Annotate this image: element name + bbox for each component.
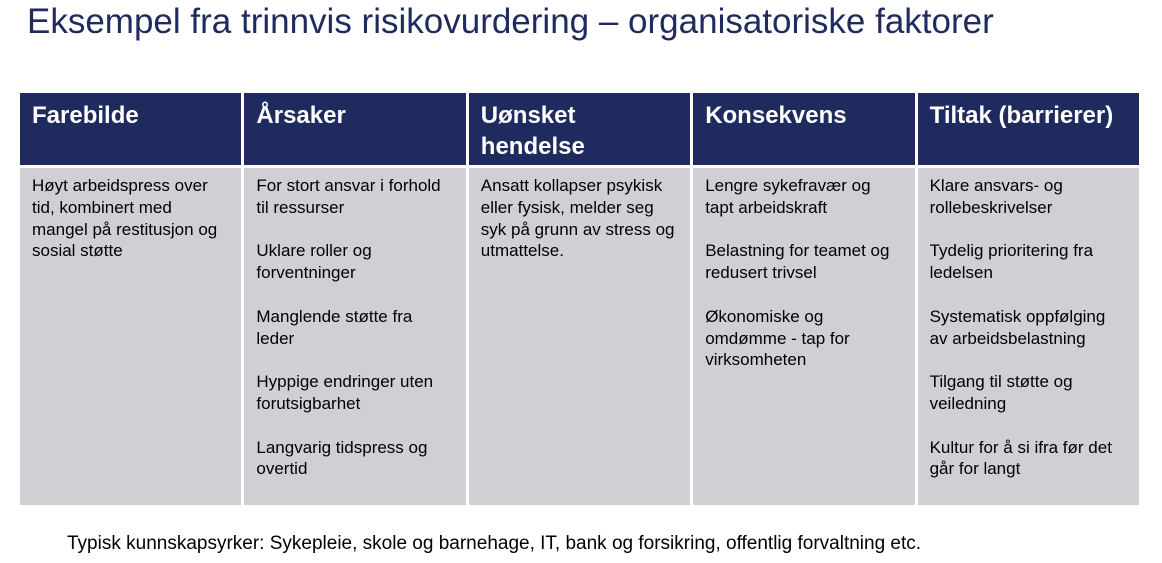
column-header: Uønsket hendelse [469,93,690,165]
column-header: Årsaker [244,93,465,165]
list-item: Belastning for teamet og redusert trivsel [705,241,890,283]
list-item: Systematisk oppfølging av arbeidsbelastning [929,306,1106,348]
list-item: Hyppige endringer uten forutsigbarhet [256,372,434,413]
list-item: Ansatt kollapser psykisk eller fysisk, melder seg syk på grunn av stress og utmattelse. [480,176,675,261]
table-cell [469,168,690,505]
list-item: For stort ansvar i forhold til ressurser [256,176,441,217]
list-item: Tydelig prioritering fra ledelsen [929,241,1094,283]
list-item: Tilgang til støtte og veiledning [929,372,1073,413]
column-header: Tiltak (barrierer) [918,93,1139,165]
list-item: Lengre sykefravær og tapt arbeidskraft [705,176,871,217]
list-item: Manglende støtte fra leder [256,306,413,348]
risk-table [20,93,1139,505]
table-cell [244,168,465,505]
footer-note: Typisk kunnskapsyrker: Sykepleie, skole og barnehage, IT, bank og forsikring, offentlig forvaltning etc. [67,533,922,554]
list-item: Høyt arbeidspress over tid, kombinert med mangel på restitusjon og sosial støtte [32,176,218,261]
list-item: Klare ansvars- og rollebeskrivelser [929,176,1063,217]
page-title: Eksempel fra trinnvis risikovurdering – organisatoriske faktorer [27,2,994,41]
table-cell [20,168,241,505]
list-item: Kultur for å si ifra før det går for langt [929,437,1112,479]
column-header: Konsekvens [693,93,914,165]
list-item: Uklare roller og forventninger [256,241,372,283]
table-cell [918,168,1139,505]
list-item: Langvarig tidspress og overtid [256,437,428,479]
list-item: Økonomiske og omdømme - tap for virksomheten [705,306,850,370]
table-cell [693,168,914,505]
column-header: Farebilde [20,93,241,165]
